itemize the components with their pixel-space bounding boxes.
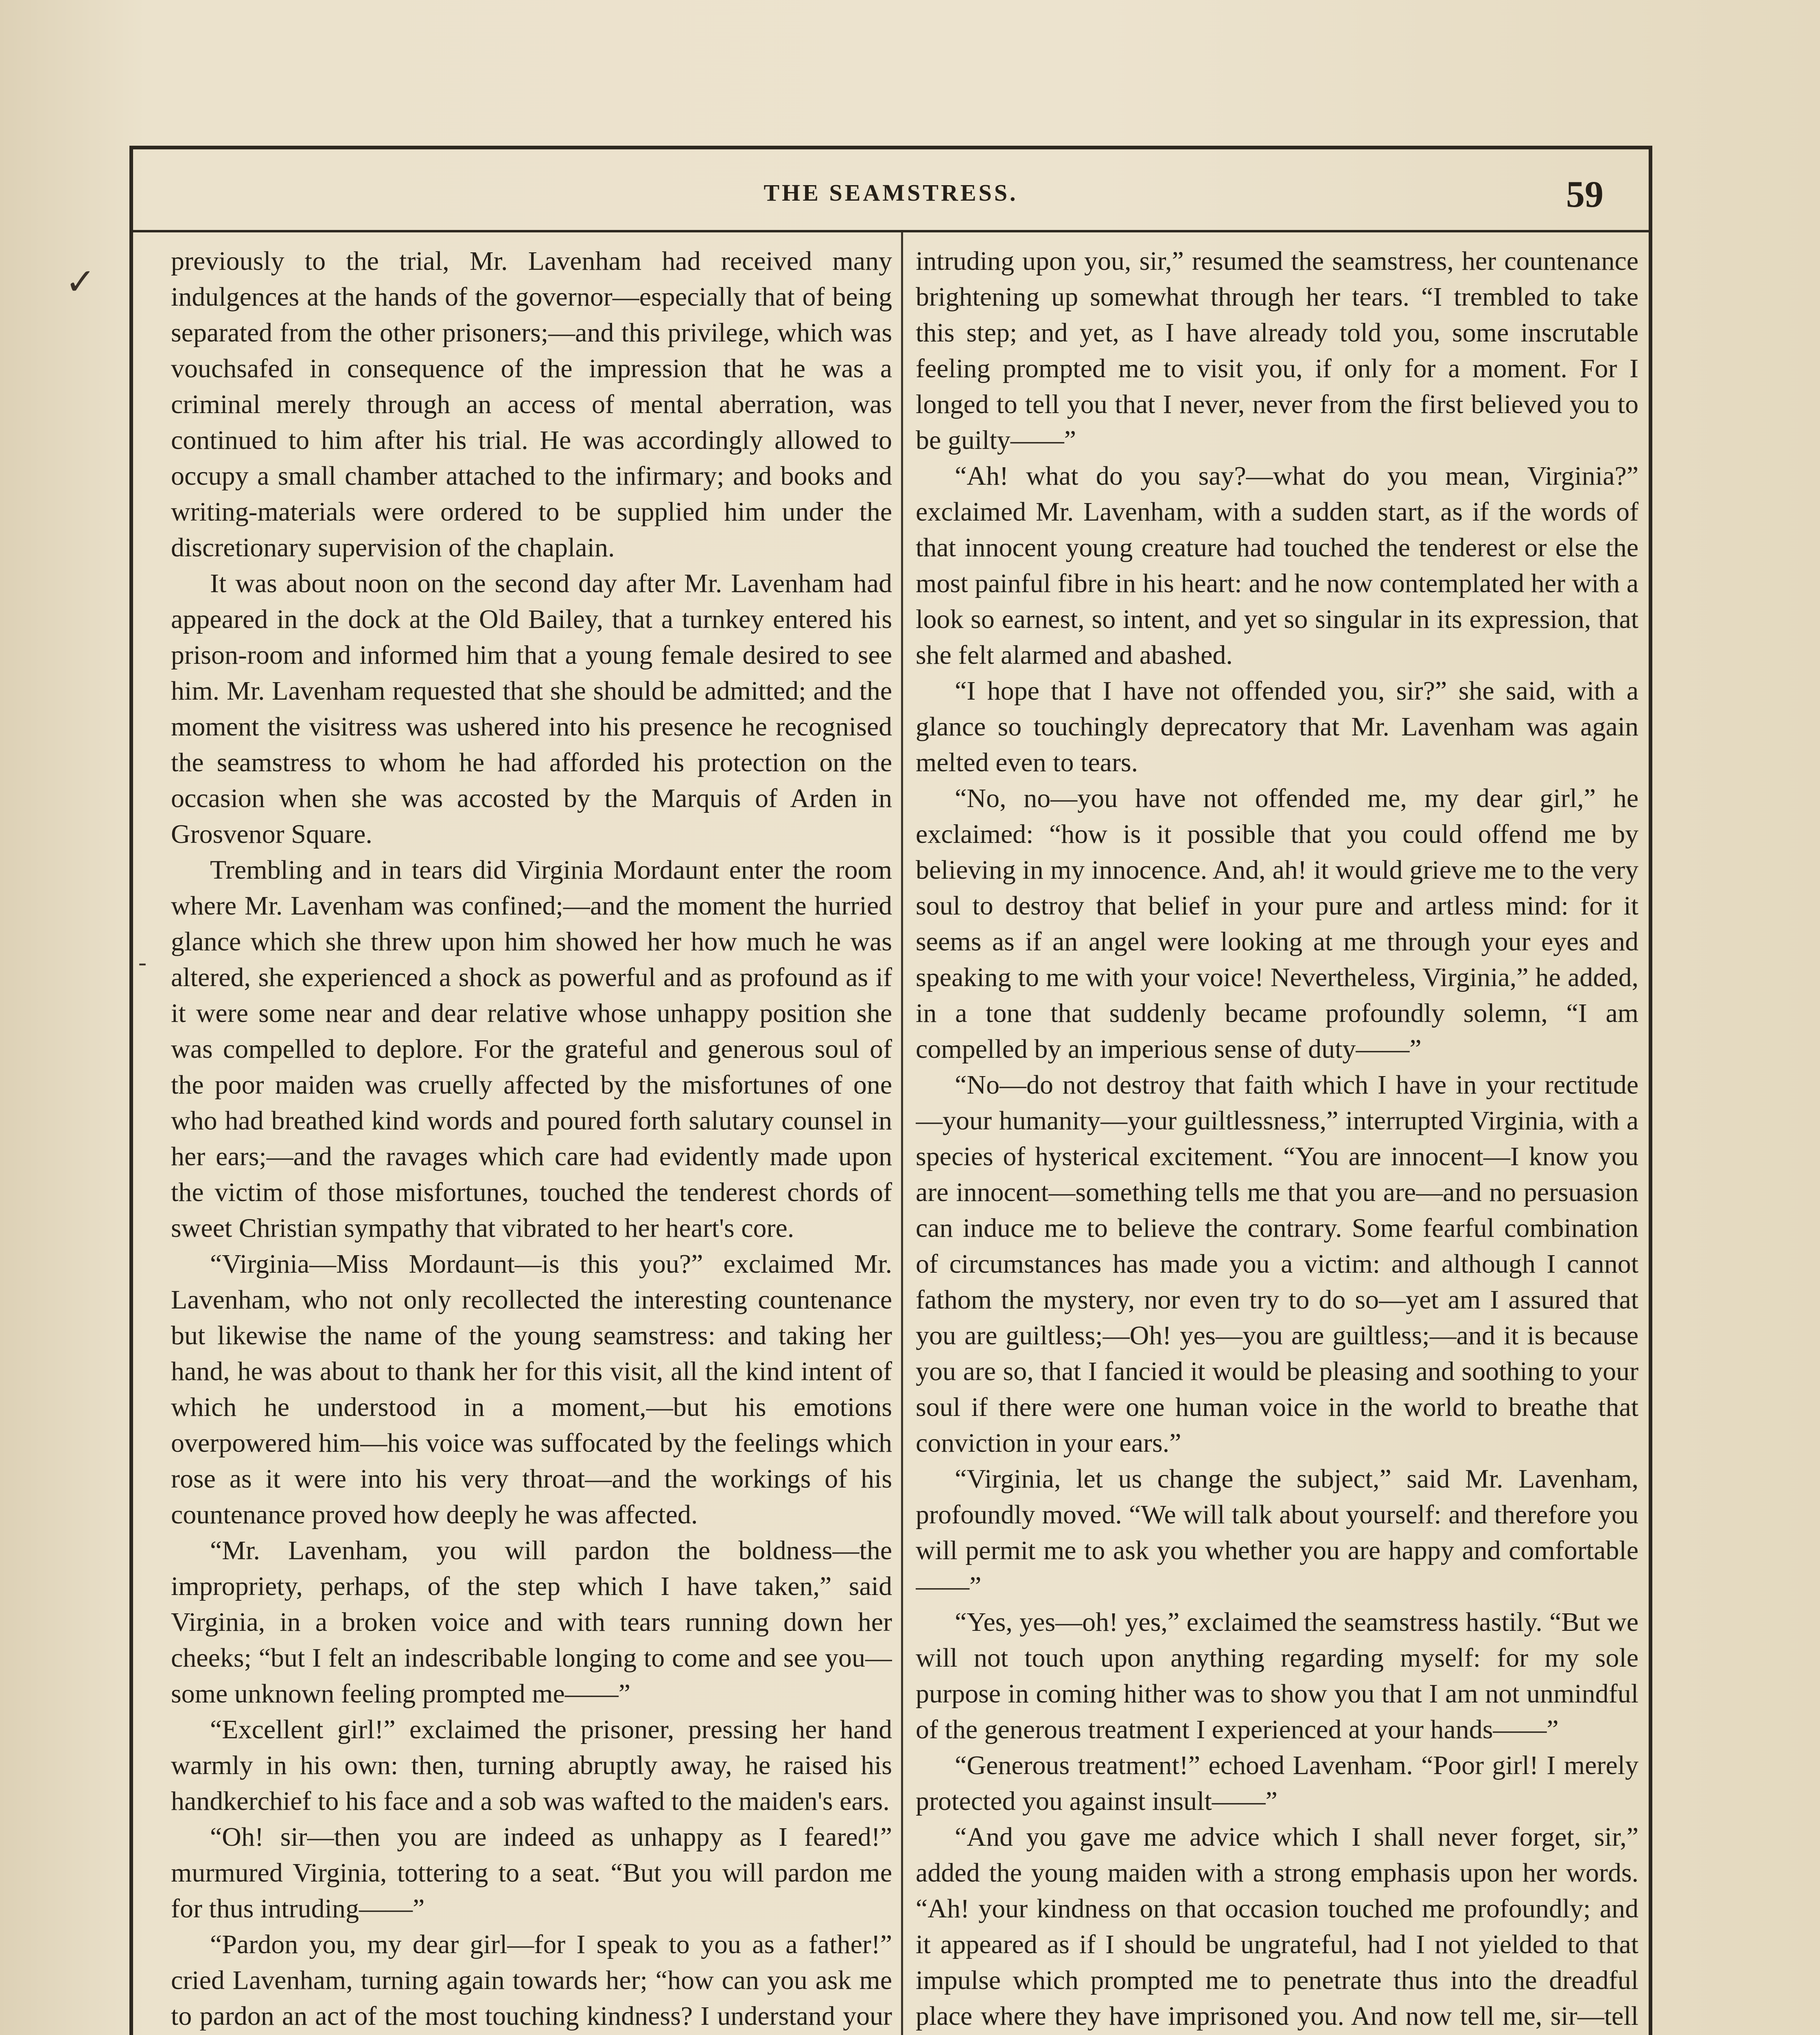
paragraph: “And you gave me advice which I shall never forget, sir,” added the young maiden with a strong emphasis upon her words. “Ah! your kindness on that occasion touched me profoundly; and it appeared as if I should be ungrateful, had I not yielded to that impulse which prompted me to penetrate thus into the dreadful place where they have imprisoned you. And now tell me, sir—tell — [916, 1822, 1638, 2031]
paragraph: “Oh! sir—then you are indeed as unhappy as I feared!” murmured Virginia, tottering to a seat. “But you will pardon me for thus intruding——” — [171, 1822, 892, 1923]
header-rule — [129, 230, 1652, 232]
paragraph: “Virginia—Miss Mordaunt—is this you?” exclaimed Mr. Lavenham, who not only recollected the interesting countenance but likewise the name of the young seamstress: and taking her hand, he was about to thank her for this visit, all the kind intent of which he understood in a moment,—but his emotions overpowered him—his voice was suffocated by the feelings which rose as it were into his very throat—and the workings of his countenance proved how deeply he was affected. — [171, 1249, 892, 1530]
paragraph: “Excellent girl!” exclaimed the prisoner, pressing her hand warmly in his own: then, turning abruptly away, he raised his handkerchief to his face and a sob was wafted to the maiden's ears. — [171, 1715, 892, 1816]
pencil-dash-mark: - — [138, 949, 147, 976]
paragraph: “Mr. Lavenham, you will pardon the boldness—the impropriety, perhaps, of the step which I have taken,” said Virginia, in a broken voice and with tears running down her cheeks; “but I felt an indescribable longing to come and see you—some unknown feeling prompted me——” — [171, 1536, 892, 1709]
paragraph: “Pardon you, my dear girl—for I speak to you as a father!” cried Lavenham, turning again towards her; “how can you ask me to pardon an act of the most touching kindness? I understand your — [171, 1930, 892, 2031]
paragraph: previously to the trial, Mr. Lavenham had received many indulgences at the hands of the governor—especially that of being separated from the other prisoners;—and this privilege, which was vouchsafed in consequence of the impression that he was a criminal merely through an access of mental aberration, was continued to him after his trial. He was accordingly allowed to occupy a small chamber attached to the infirmary; and books and writing-materials were ordered to be supplied him under the discretionary supervision of the chaplain. — [171, 246, 892, 562]
running-header — [129, 173, 1652, 228]
paragraph: “Virginia, let us change the subject,” said Mr. Lavenham, profoundly moved. “We will talk about yourself: and therefore you will permit me to ask you whether you are happy and comfortable——” — [916, 1464, 1638, 1601]
left-column — [171, 243, 892, 2035]
paragraph: It was about noon on the second day after Mr. Lavenham had appeared in the dock at the Old Bailey, that a turnkey entered his prison-room and informed him that a young female desired to see him. Mr. Lavenham requested that she should be admitted; and the moment the visitress was ushered into his presence he recognised the seamstress to whom he had afforded his protection on the occasion when she was accosted by the Marquis of Arden in Grosvenor Square. — [171, 569, 892, 849]
paragraph: “Generous treatment!” echoed Lavenham. “Poor girl! I merely protected you against insult——” — [916, 1751, 1638, 1816]
running-title: THE SEAMSTRESS. — [763, 179, 1018, 206]
paragraph: Trembling and in tears did Virginia Mordaunt enter the room where Mr. Lavenham was confined;—and the moment the hurried glance which she threw upon him showed her how much he was altered, she experienced a shock as powerful and as profound as if it were some near and dear relative whose unhappy position she was compelled to deplore. For the grateful and generous soul of the poor maiden was cruelly affected by the misfortunes of one who had breathed kind words and poured forth salutary counsel in her ears;—and the ravages which care had evidently made upon the victim of those misfortunes, touched the tenderest chords of sweet Christian sympathy that vibrated to her heart's core. — [171, 855, 892, 1243]
paragraph: intruding upon you, sir,” resumed the seamstress, her countenance brightening up somewhat through her tears. “I trembled to take this step; and yet, as I have already told you, some inscrutable feeling prompted me to visit you, if only for a moment. For I longed to tell you that I never, never from the first believed you to be guilty——” — [916, 246, 1638, 455]
paragraph: “Ah! what do you say?—what do you mean, Virginia?” exclaimed Mr. Lavenham, with a sudden start, as if the words of that innocent young creature had touched the tenderest or else the most painful fibre in his heart: and he now contemplated her with a look so earnest, so intent, and yet so singular in its expression, that she felt alarmed and abashed. — [916, 461, 1638, 670]
paragraph: “I hope that I have not offended you, sir?” she said, with a glance so touchingly deprecatory that Mr. Lavenham was again melted even to tears. — [916, 676, 1638, 777]
right-column — [916, 243, 1638, 2035]
pencil-check-mark: ✓ — [65, 262, 96, 302]
paragraph: “Yes, yes—oh! yes,” exclaimed the seamstress hastily. “But we will not touch upon anything regarding myself: for my sole purpose in coming hither was to show you that I am not unmindful of the generous treatment I experienced at your hands——” — [916, 1607, 1638, 1744]
column-divider — [901, 232, 903, 2035]
paragraph: “No—do not destroy that faith which I have in your rectitude—your humanity—your guiltlessness,” interrupted Virginia, with a species of hysterical excitement. “You are innocent—I know you are innocent—something tells me that you are—and no persuasion can induce me to believe the contrary. Some fearful combination of circumstances has made you a victim: and although I cannot fathom the mystery, nor even try to do so—yet am I assured that you are guiltless;—Oh! yes—you are guiltless;—and it is because you are so, that I fancied it would be pleasing and soothing to your soul if there were one human voice in the world to breathe that conviction in your ears.” — [916, 1070, 1638, 1458]
paragraph: “No, no—you have not offended me, my dear girl,” he exclaimed: “how is it possible that you could offend me by believing in my innocence. And, ah! it would grieve me to the very soul to destroy that belief in your pure and artless mind: for it seems as if an angel were looking at me through your eyes and speaking to me with your voice! Nevertheless, Virginia,” he added, in a tone that suddenly became profoundly solemn, “I am compelled by an imperious sense of duty——” — [916, 783, 1638, 1064]
page-number: 59 — [1566, 173, 1603, 215]
